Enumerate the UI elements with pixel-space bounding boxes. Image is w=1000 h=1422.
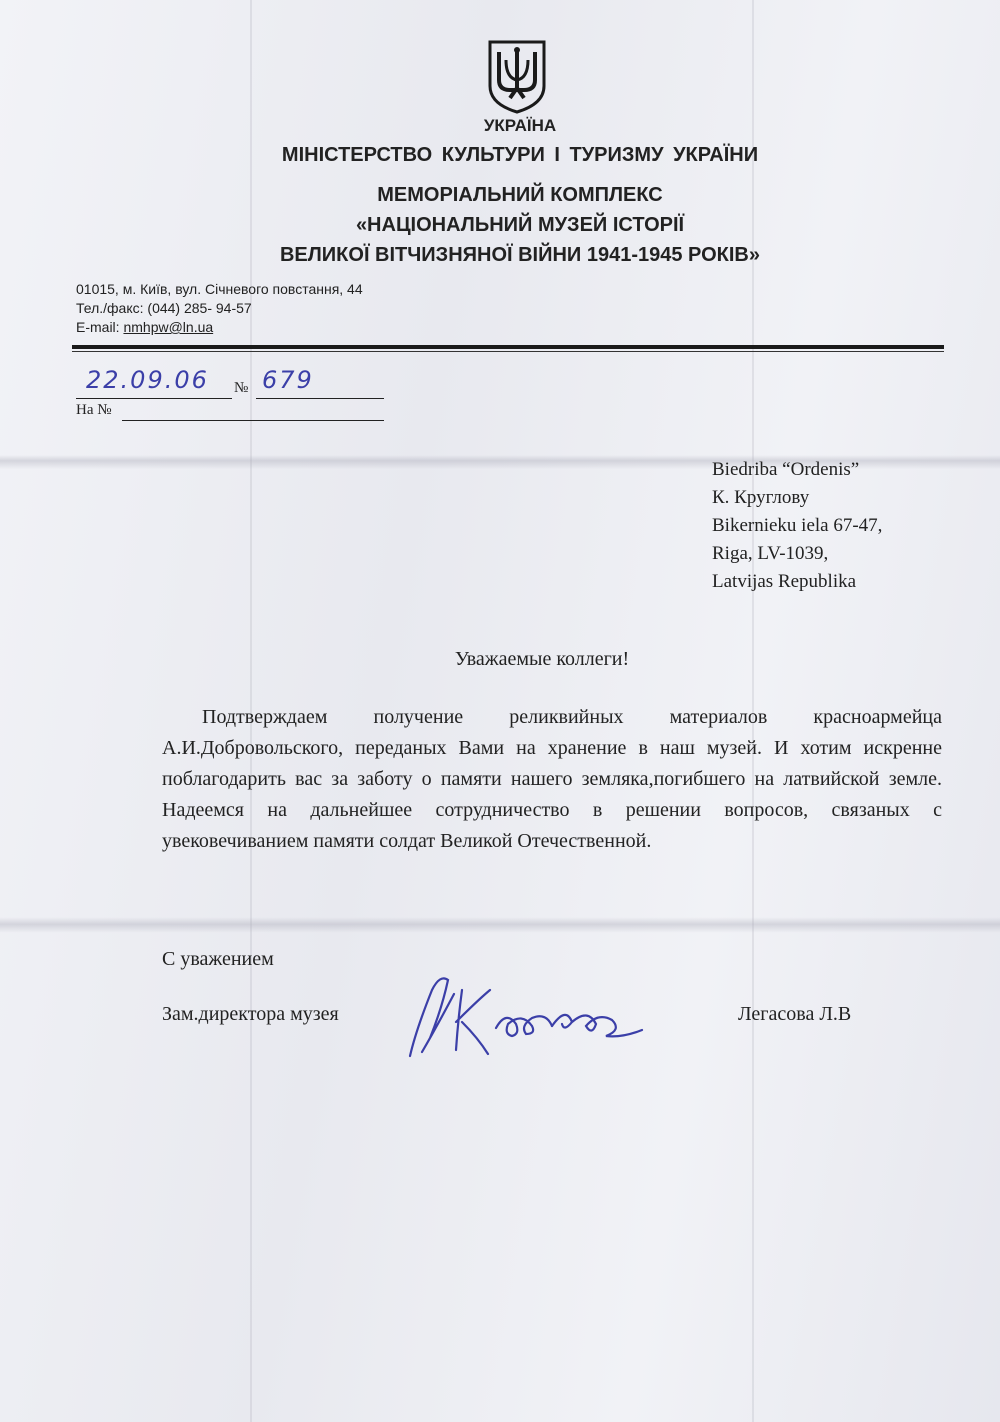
greeting-text: Уважаемые коллеги! (454, 648, 630, 670)
addressee-line: Riga, LV-1039, (712, 543, 829, 564)
reply-number-line (122, 420, 384, 421)
addressee-line: Biedriba “Ordenis” (712, 459, 860, 480)
addressee-line: К. Круглову (712, 487, 810, 508)
contact-phone: Тел./факс: (044) 285- 94-57 (76, 300, 252, 316)
signer-title: Зам.директора музея (162, 1003, 339, 1025)
addressee-line: Bikernieku iela 67-47, (712, 515, 883, 536)
country-title: УКРАЇНА (483, 116, 557, 135)
greeting (0, 648, 1000, 671)
date-line (76, 398, 232, 399)
email-link[interactable]: nmhpw@ln.ua (123, 319, 214, 335)
museum-title-line: МЕМОРІАЛЬНИЙ КОМПЛЕКС (377, 184, 663, 206)
ministry-title: МІНІСТЕРСТВО КУЛЬТУРИ І ТУРИЗМУ УКРАЇНИ (281, 144, 759, 166)
contact-email (76, 318, 213, 337)
addressee-block (712, 456, 882, 596)
trident-emblem-icon (486, 38, 548, 114)
letter-body: Подтверждаем получение реликвийных материалов красноармейца А.И.Добровольского, переданых Вами на хранение в наш музей. И хотим искренне поблагодарить вас за заботу о памяти нашего земляка,погибшего на латвийской земле. Надеемся на дальнейшее сотрудничество в решении вопросов, связаных с увековечиванием памяти солдат Великой Отечественной. (162, 706, 942, 852)
addressee-line: Latvijas Republika (712, 571, 857, 592)
museum-title-line: «НАЦІОНАЛЬНИЙ МУЗЕЙ ІСТОРІЇ (355, 214, 685, 236)
museum-title (200, 180, 840, 270)
number-line (256, 398, 384, 399)
handwritten-date: 22.09.06 (86, 366, 209, 394)
contact-address: 01015, м. Київ, вул. Січневого повстання, 44 (76, 281, 363, 297)
museum-title-line: ВЕЛИКОЇ ВІТЧИЗНЯНОЇ ВІЙНИ 1941-1945 РОКІВ» (279, 244, 760, 266)
handwritten-signature (392, 960, 662, 1070)
reply-number-label: На № (76, 402, 112, 418)
signer-name: Легасова Л.В (738, 1003, 852, 1025)
number-label: № (234, 380, 249, 396)
closing-phrase: С уважением (162, 948, 274, 970)
email-label: E-mail: (76, 319, 124, 335)
header-rule (72, 345, 944, 349)
handwritten-number: 679 (262, 366, 314, 394)
header-rule-thin (72, 351, 944, 352)
